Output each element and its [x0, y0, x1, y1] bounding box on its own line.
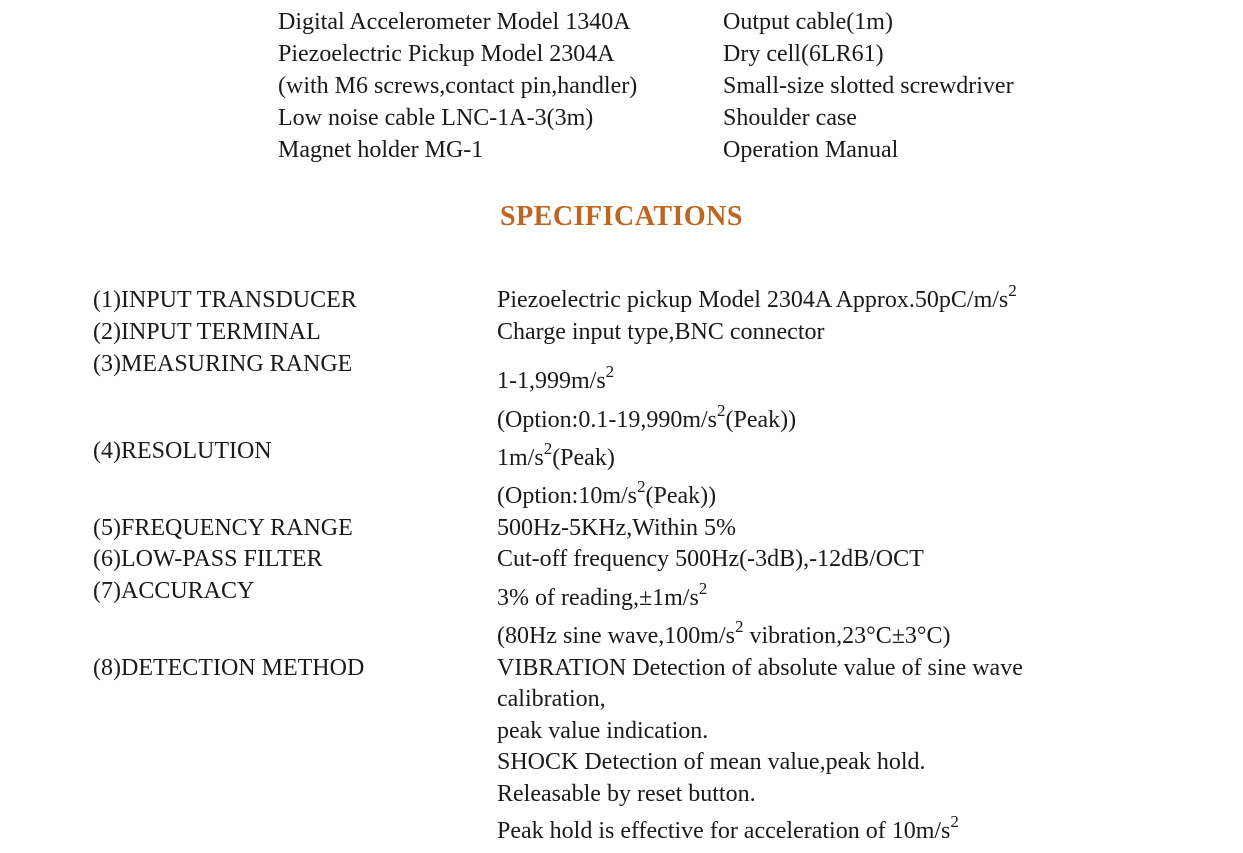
accessory-item: Output cable(1m) [723, 9, 893, 35]
spec-value: SHOCK Detection of mean value,peak hold. [497, 749, 926, 775]
accessory-item: Digital Accelerometer Model 1340A [278, 9, 631, 35]
spec-value-text: 1-1,999m/s [497, 368, 606, 394]
accessory-item: (with M6 screws,contact pin,handler) [278, 73, 638, 99]
superscript: 2 [717, 401, 726, 420]
spec-value [497, 401, 797, 435]
spec-value-text: (Peak)) [645, 483, 717, 509]
spec-value-text: vibration,23°C±3°C) [743, 623, 951, 649]
spec-value-text: Peak hold is effective for acceleration of 10m/s [497, 818, 951, 844]
spec-value: Releasable by reset button. [497, 781, 756, 807]
accessory-item: Piezoelectric Pickup Model 2304A [278, 41, 615, 67]
accessory-item: Small-size slotted screwdriver [723, 73, 1014, 99]
spec-label: (5)FREQUENCY RANGE [93, 515, 353, 541]
spec-value-text: (Option:10m/s [497, 483, 638, 509]
spec-value [497, 439, 615, 473]
spec-value-text: 1m/s [497, 445, 544, 471]
spec-value-text: Piezoelectric pickup Model 2304A Approx.50pC/m/s [497, 287, 1009, 313]
superscript: 2 [543, 439, 553, 458]
spec-value: 500Hz-5KHz,Within 5% [497, 515, 736, 541]
spec-value-text: (Peak)) [725, 407, 797, 433]
superscript: 2 [637, 477, 646, 496]
spec-value: VIBRATION Detection of absolute value of sine wave [497, 655, 1023, 681]
superscript: 2 [1008, 281, 1017, 300]
accessory-item: Magnet holder MG-1 [278, 137, 484, 163]
spec-value [497, 362, 615, 396]
spec-value-text: (80Hz sine wave,100m/s [497, 623, 735, 649]
spec-value: Charge input type,BNC connector [497, 319, 825, 345]
spec-value: Cut-off frequency 500Hz(-3dB),-12dB/OCT [497, 546, 924, 572]
spec-value [497, 579, 708, 613]
spec-value-text: (Option:0.1-19,990m/s [497, 407, 717, 433]
superscript: 2 [698, 579, 708, 598]
superscript: 2 [734, 617, 744, 636]
accessory-item: Shoulder case [723, 105, 857, 131]
spec-label: (2)INPUT TERMINAL [93, 319, 321, 345]
spec-value [497, 617, 951, 651]
accessory-item: Low noise cable LNC-1A-3(3m) [278, 105, 594, 131]
specifications-heading: SPECIFICATIONS [500, 201, 743, 232]
spec-label: (3)MEASURING RANGE [93, 351, 353, 377]
spec-label: (1)INPUT TRANSDUCER [93, 287, 357, 313]
spec-value [497, 477, 717, 511]
spec-label: (6)LOW-PASS FILTER [93, 546, 323, 572]
spec-value [497, 812, 959, 846]
spec-label: (4)RESOLUTION [93, 438, 272, 464]
accessory-item: Operation Manual [723, 137, 899, 163]
superscript: 2 [950, 812, 959, 831]
spec-value-text: (Peak) [552, 445, 615, 471]
superscript: 2 [605, 362, 615, 381]
spec-label: (8)DETECTION METHOD [93, 655, 365, 681]
spec-value [497, 281, 1017, 315]
spec-value: peak value indication. [497, 718, 709, 744]
spec-label: (7)ACCURACY [93, 578, 255, 604]
spec-value: calibration, [497, 686, 606, 712]
spec-value-text: 3% of reading,±1m/s [497, 585, 699, 611]
accessory-item: Dry cell(6LR61) [723, 41, 884, 67]
